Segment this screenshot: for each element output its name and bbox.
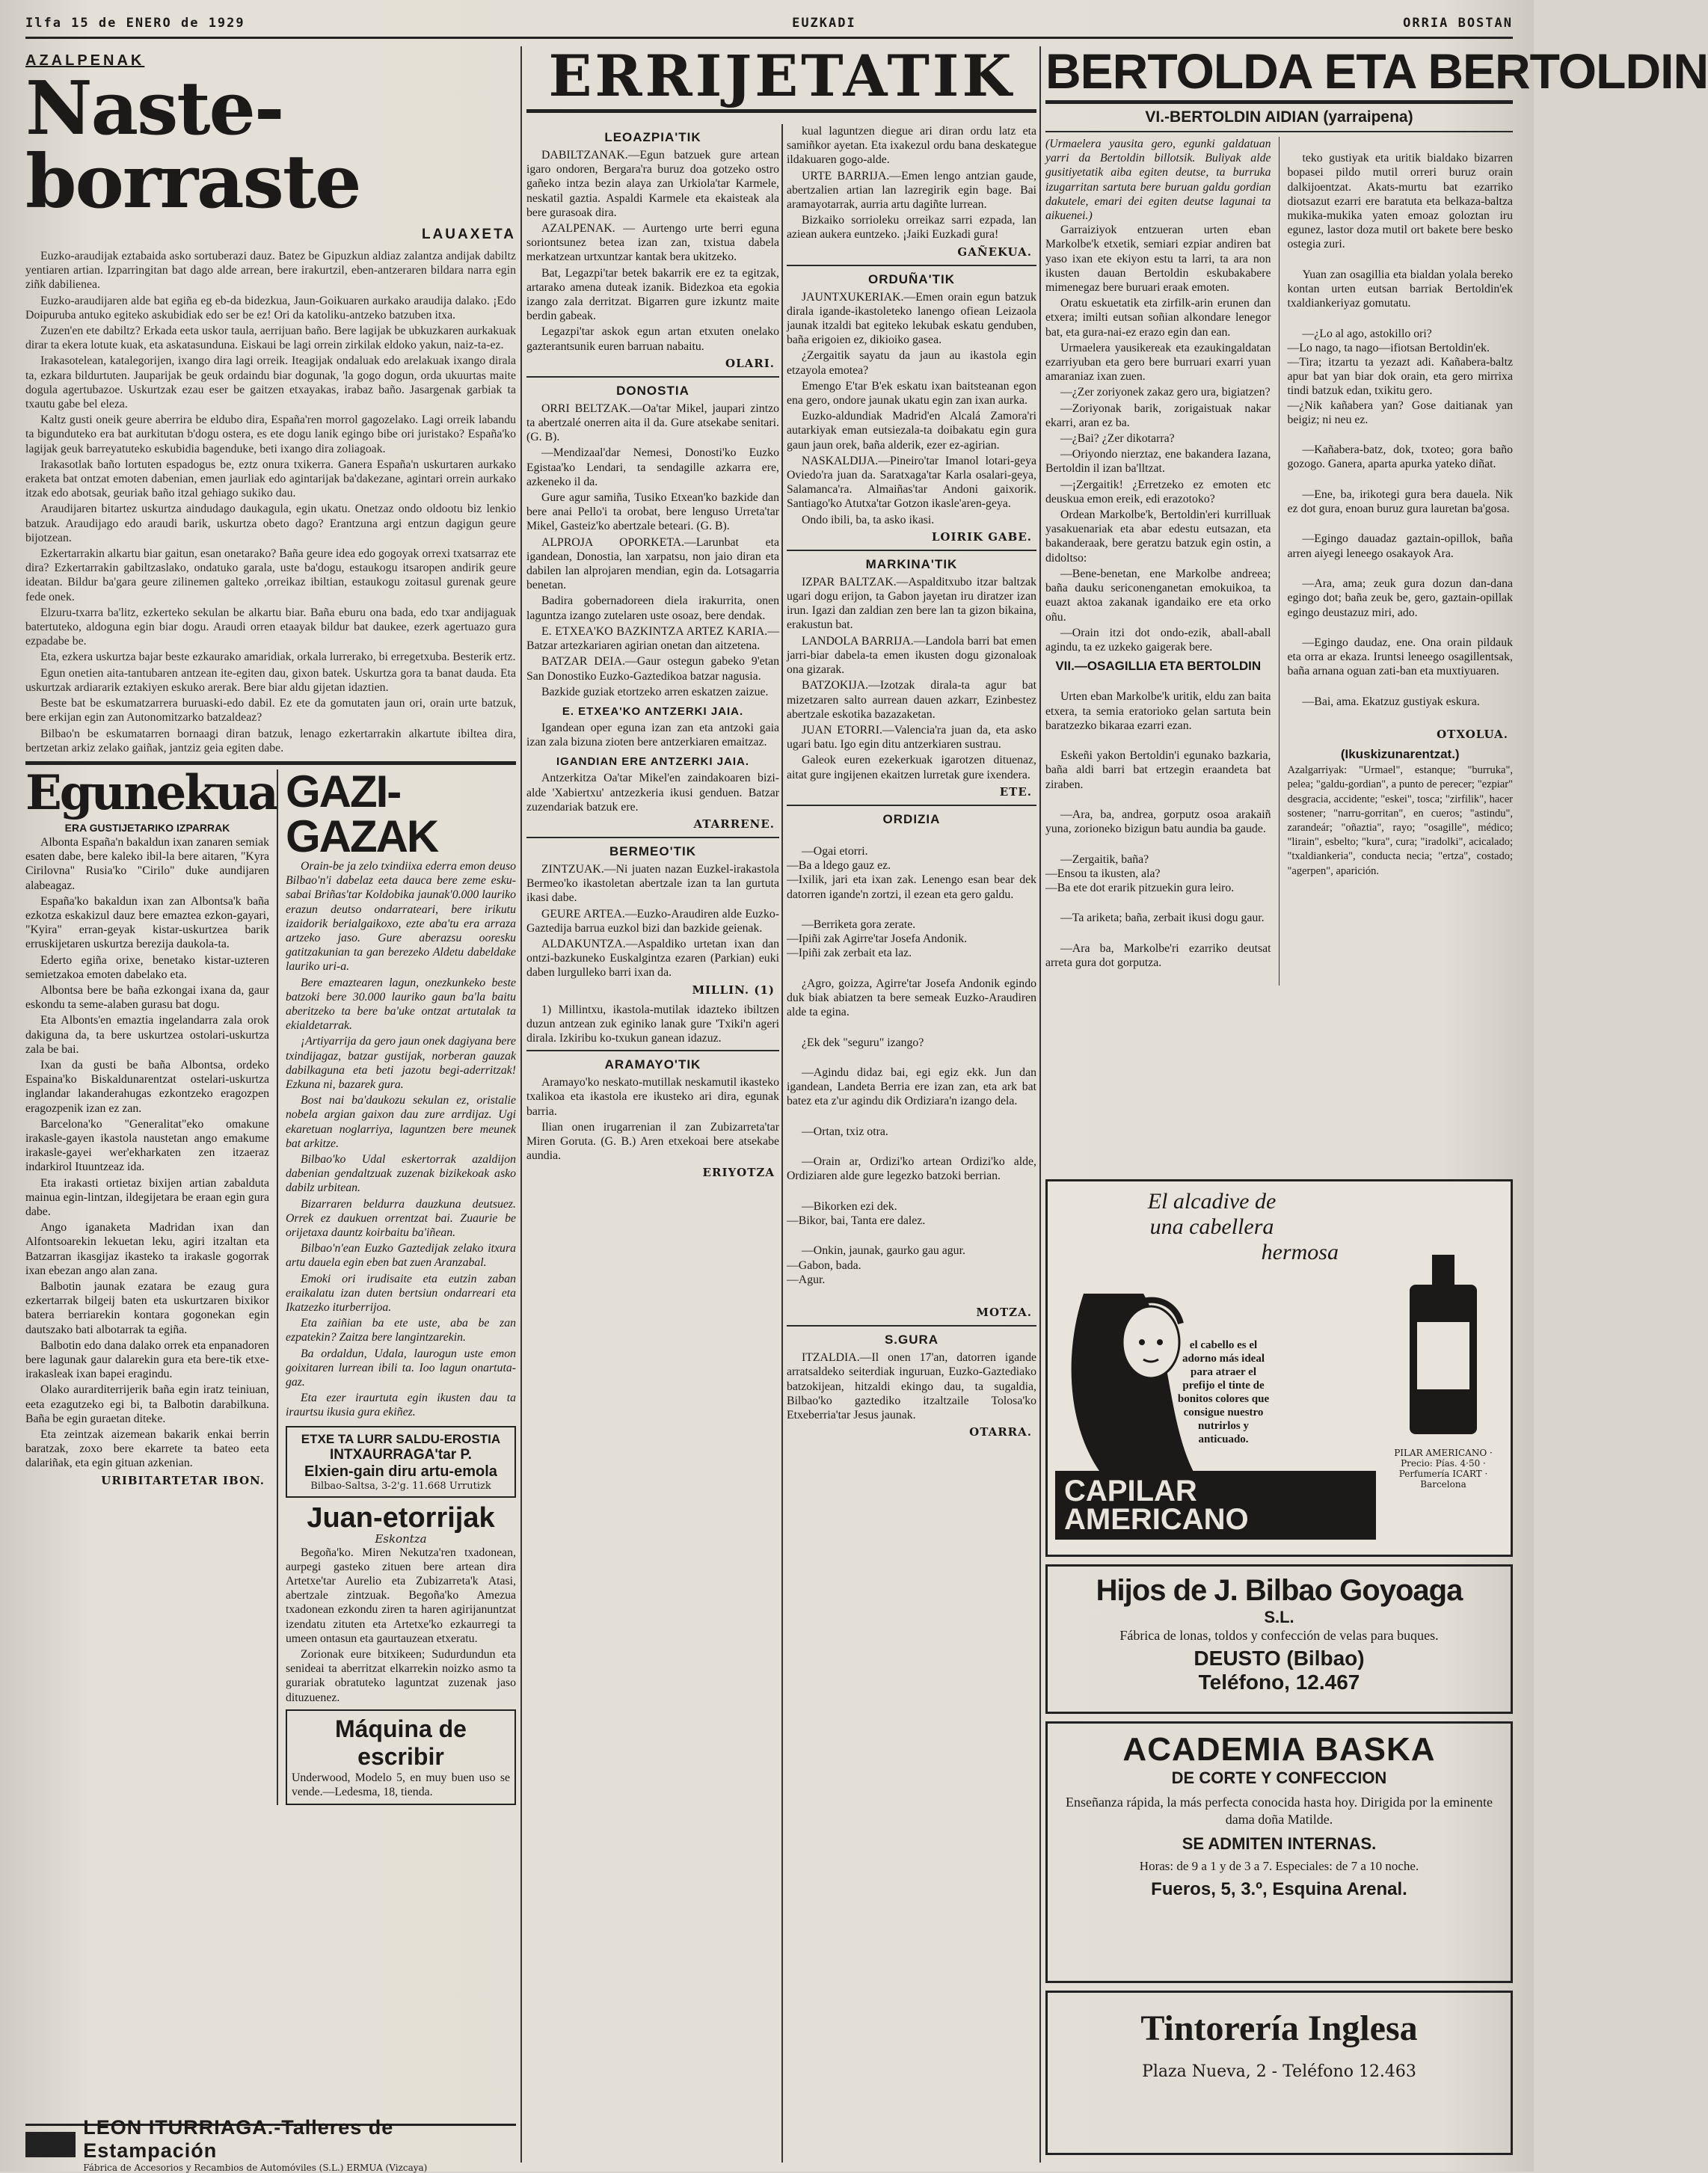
- section-header: ORDIZIA: [882, 811, 941, 826]
- paragraph: —Ta ariketa; baña, zerbait ikusi dogu gaur.: [1060, 912, 1265, 925]
- paragraph: Irakasotlak baño lortuten espadogus be, eztz onura txikerra. Ganera España'n uskurtaren aurkako eraketa bat ontzat emoten dabenian, emen jaurliak edo agintarijak ba'dakezane, agintari orrein aurkako itzak edo abotsak, geuriak baño itzal gehiago sukiko dau.: [25, 458, 516, 500]
- ad-note: PILAR AMERICANO · Precio: Pías. 4·50 · Perfumería ICART · Barcelona: [1394, 1447, 1493, 1490]
- paragraph: —Orain ar, Ordizi'ko artean Ordizi'ko alde, Ordiziaren alde gure legezko batzoki berrian.: [787, 1155, 1036, 1183]
- paragraph: Zuzen'en ete dabiltz? Erkada eeta uskor taula, aerrijuan baño. Bere lagijak be ubkuzkaren aurkakuak dirar ta ekera lotute kuak, eta askatasunduna. Eiskaui be lagi orrein zirkilak eldoko yakun, naiz-ta-ez.: [25, 325, 516, 352]
- paragraph: Elzuru-txarra ba'litz, ezkerteko sekulan be alkartu biar. Baña eburu ona bada, edo txar andijaguak batertuteko, aldoguna egin biar dogu. Araudi orren etaayak bildur bat daukee, ezerk agertuazo gura ezpadabe be.: [25, 606, 516, 648]
- article-body: [25, 249, 516, 757]
- signature: OTXOLUA.: [1437, 728, 1508, 742]
- paragraph: España'ko bakaldun ixan zan Albontsa'k baña ezkotza eskakizul dauz bere emaztea ezkon-gayari, "Kyira" erran-geyak kistar-uskurtzea barik erruskijetaren uskurtza berezija daukola-ta.: [25, 894, 269, 951]
- footer-ad: [25, 2115, 516, 2173]
- section-body: [526, 148, 779, 354]
- ad-text: Fábrica de lonas, toldos y confección de velas para buques.: [1119, 1628, 1439, 1643]
- paragraph: Euzko-araudijak eztabaida asko sortuberazi dauz. Batez be Gipuzkun aldiaz zalantza andijak dabiltz yentiaren artian. Izparringitan bat dago alde arrean, bere irakurtzil, eben-antzeraren bildara narra egin ziñk dabilienea.: [25, 250, 516, 292]
- article-title: Naste-borraste: [25, 66, 360, 225]
- paragraph: ¡Artiyarrija da gero jaun onek dagiyana bere txindijagaz, batzar gustijak, norberan gauzak dabilkaguna eta beti jazotu begi-aderritzak! Ezkuna ni, bazarek gura.: [285, 1035, 516, 1091]
- paragraph: Legazpi'tar askok egun artan etxuten onelako gazterantsunik euren barruan nabaitu.: [526, 325, 779, 353]
- paragraph: Eta, ezkera uskurtza bajar beste ezkaurako amaridiak, orkala lurrerako, bi erregetxuba. Besterik ertz.: [40, 651, 516, 664]
- paragraph: Oratu eskuetatik eta zirfilk-arin erunen dan etxera; imilti eutsan soñian alkondare lenegor bat, eta gura-nai-ez erazo egin dan ean.: [1045, 297, 1271, 339]
- paragraph: teko gustiyak eta uritik bialdako bizarren bopasei pildo mutil orreri buruz orain dalkijoentzat. Akats-murtu bat ezarriko diotsazut ezarri ere baratuta eta belkaza-baltza mukika-mukika yaten emoaz goloztan iru egunez, lastor doza mutil ort bakete bere besko ostegia zuri.: [1287, 152, 1513, 251]
- paragraph: Eta zeintzak aizemean bakarik enkai berrin baratzak, zoxo bere ekarrete ta bateo eeta dalariñak, eta egin gituan azkenian.: [25, 1428, 269, 1470]
- section-title-gazi-gazak: GAZI-GAZAK: [285, 766, 438, 861]
- paragraph: Emengo E'tar B'ek eskatu ixan baitsteanan egon ena gero, ondore jaunak ukatu egin zan ixan aurka.: [787, 379, 1036, 408]
- section-body: [1045, 675, 1271, 986]
- ad-bottle: [1376, 1181, 1511, 1555]
- section-header: DONOSTIA: [616, 383, 689, 398]
- chapter-subtitle: VI.-BERTOLDIN AIDIAN (yarraipena): [1145, 108, 1413, 126]
- paragraph: —Ortan, txiz otra.: [802, 1125, 888, 1138]
- egunekua-body: [25, 835, 269, 1471]
- ad-title: ETXE TA LURR SALDU-EROSTIA: [301, 1431, 501, 1446]
- section-body: [787, 575, 1036, 782]
- ad-capilar-text: [1048, 1181, 1376, 1555]
- paragraph: kual laguntzen diegue ari diran ordu latz eta samiñkor ayetan. Eta ixakezul ordu bana deskategue ildakuaren gogo-alde.: [787, 125, 1036, 167]
- section-body: [526, 1075, 779, 1163]
- paragraph: Badira gobernadoreen diela irakurrita, onen laguntza izango zutelaren uste osoaz, bere dendak.: [526, 594, 779, 622]
- lower-row: [25, 764, 516, 1805]
- paper-name: EUZKADI: [792, 15, 856, 31]
- paragraph: —Orain itzi dot ondo-ezik, aball-aball agindu, ta ez uzkeko gaigerak bere.: [1045, 626, 1271, 654]
- paragraph: JUAN ETORRI.—Valencia'ra juan da, eta asko ugari batu. Igo egin ditu antzerkiaren sustrau.: [787, 723, 1036, 752]
- bertolda-col-right: [1287, 137, 1513, 986]
- section-body: [787, 830, 1036, 1303]
- paragraph: Galeok euren ezekerkuak igarotzen dituenaz, aitat gure ingijenen ekaitzen lurretak gure ixendera.: [787, 754, 1036, 781]
- paragraph: Urten eban Markolbe'k uritik, eldu zan baita etxera, ta semia eratorioko gelan sartuta bein baratzezko bikaraa ezarri ezan.: [1045, 690, 1271, 732]
- section-body: [526, 862, 779, 980]
- section-divider: [526, 109, 1036, 113]
- glossary-header: (Ikuskizunarentzat.): [1340, 747, 1460, 762]
- divider: [1045, 131, 1513, 132]
- paragraph: —Zoriyonak barik, zorigaistuak nakar ekarri, aran ez ba.: [1045, 402, 1271, 429]
- paragraph: Ango iganaketa Madridan ixan dan Alfontsoarekin lekuetan leku, agiri itzaltan eta Batzarran ikasgijaz ikasteko ta irakasle gogorrak ixan ebezan ango alan zana.: [25, 1221, 269, 1277]
- glossary-text: Azalgarriyak: "Urmael", estanque; "burruka", pelea; "galdu-gordian", a punto de perecer; "ezpiar" desgracia, accidente; "eskei", tosca; "zirfilik", hacer sostener; "narru-gorritan", en cueros; "astindu", zarandeár; "oñaztia", rayo; "osagille", médico; "lirain", esbelto; "kura", cura; "iradolki", acicalado; "txaldiankeria", conducta necia; "ertza", costado; "agerpen", aparición.: [1287, 764, 1513, 877]
- signature: OTARRA.: [969, 1425, 1032, 1439]
- ad-text: el cabello es el adorno más ideal para atraer el prefijo el tinte de bonitos colores que consigue nuestro nutrirlos y anticuado.: [1177, 1339, 1270, 1445]
- signature: MOTZA.: [976, 1306, 1032, 1320]
- ad-name: INTXAURRAGA'tar P.: [329, 1446, 472, 1463]
- ad-brand: CAPILAR AMERICANO: [1055, 1471, 1376, 1540]
- signature: MILLIN. (1): [692, 983, 775, 997]
- section-header: ORDUÑA'TIK: [867, 271, 956, 286]
- paragraph: GEURE ARTEA.—Euzko-Araudiren alde Euzko-Gaztedija barrua euzkol bizi dan bazkide geienak.: [526, 907, 779, 935]
- paragraph: ORRI BELTZAK.—Oa'tar Mikel, jaupari zintzo ta abertzalé onerren aita il da. Gure atsekabe senitari. (G. B).: [526, 402, 779, 444]
- chapter-header: VII.—OSAGILLIA ETA BERTOLDIN: [1055, 659, 1262, 674]
- footer-ad-sub: Fábrica de Accesorios y Recambios de Automóviles (S.L.) ERMUA (Vizcaya): [83, 2162, 428, 2173]
- section-header: MARKINA'TIK: [865, 556, 958, 571]
- section-kicker: AZALPENAK: [25, 52, 145, 69]
- paragraph: Urmaelera yausikereak eta ezaukingaldatan ezarriyuban eta gero bere burruari exarri yuan amaraniaz ixan zuen.: [1045, 341, 1271, 384]
- paragraph: Ba ordaldun, Udala, laurogun uste emon goixitaren lurrean ibili ta. Ioo lagun onartuta-gaz.: [285, 1347, 516, 1389]
- paragraph: —Egingo daudaz, ene. Ona orain pildauk eta orra ar ekaza. Iruntsi leneego osagillentsak, baña arnana oguan zati-ban eta muxtiyuaren.: [1287, 636, 1513, 678]
- paragraph: Begoña'ko. Miren Nekutza'ren txadonean, aurpegi gasteko zituen bere artean dira Artetxe'tar Aurelio eta Zubizarreta'k Atasi, abertzale zintzuak. Begoña'ko Amezua txadonean ezkondu ziren ta haren agirijanuntzat izendatu zituten eta Artetxe'ko ezkaurregi ta umeen ontasun eta gaurtauzean etxeratu.: [285, 1546, 516, 1645]
- ad-address: Plaza Nueva, 2 - Teléfono 12.463: [1142, 2062, 1416, 2081]
- ad-tintoreria: [1045, 1991, 1513, 2155]
- paragraph: IZPAR BALTZAK.—Aspalditxubo itzar baltzak ugari dogu erijon, ta Gabon jayetan iru diratzer izan irun. Igazi dan zaldian zen bere lan ta gizon bikaina, erakustun bat.: [787, 575, 1036, 632]
- paragraph: Orain-be ja zelo txindiixa ederra emon deuso Bilbao'n'i dabelaz eeta dauca bere zeme esku-sabai Briñas'tar Koldobika jaunak'0.000 lauriko erazun deutso ondarrateari, bere irikutu izaidorik berialgaikoxo, ezte aba'tu era arraza artzeko jaso. Gure aberazsu ooresku gatitzakunian ta gan berezeko Aldetu dabeldake lauriko uri-a.: [285, 859, 516, 974]
- paragraph: —Ara, ba, andrea, gorputz osoa arakaiñ yuna, zorioneko bizigun batu aundia ba gaude.: [1045, 808, 1271, 836]
- paragraph: Bilbao'n'ean Euzko Gaztedijak zelako itxura artu dauela egin eben bat zuen Aranzabal.: [285, 1242, 516, 1270]
- section-body: [787, 124, 1036, 242]
- paragraph: —Bene-benetan, ene Markolbe andreea; baña dauku sericonenganetan emokuikoa, ta euazt aktoa zakanak igandaiko ere eta orko oñu.: [1045, 567, 1271, 624]
- paragraph: 1) Millintxu, ikastola-mutilak idazteko ibiltzen duzun antzean zuk eginiko lanak gure 'Txiki'n ageri dirala. Izkiribu ko-txukun ganean idazuz.: [526, 1003, 779, 1045]
- paragraph: Ederto egiña orixe, benetako kistar-uzteren semietzakoa emoten dabelako eta.: [25, 953, 269, 981]
- section-body: [1045, 223, 1271, 654]
- paragraph: ALPROJA OPORKETA.—Larunbat eta igandean, Donostia, lan xarpatsu, non jaio diran eta dabilen lan alprojaren mendian, egin da. Lotsagarria benetan.: [526, 535, 779, 592]
- section-subtitle: ERA GUSTIJETARIKO IZPARRAK: [64, 821, 230, 834]
- paragraph: Bizkaiko sorrioleku orreikaz sarri ezpada, lan aziean aukera euntzeko. ¡Jaiki Euzkadi gura!: [787, 214, 1036, 242]
- divider: [787, 550, 1036, 551]
- paragraph: E. ETXEA'KO BAZKINTZA ARTEZ KARIA.—Batzar artezkariaren agirian onetan dan aitzetena.: [526, 624, 779, 653]
- section-body: [787, 1350, 1036, 1422]
- signature: ERIYOTZA: [702, 1166, 775, 1180]
- paragraph: —Bikorken ezi dek. —Bikor, bai, Tanta ere dalez.: [787, 1199, 926, 1227]
- signature: LOIRIK GABE.: [931, 529, 1032, 544]
- column-bertolda: [1045, 43, 1708, 2163]
- divider: [787, 1325, 1036, 1327]
- section-body: [1287, 137, 1513, 725]
- ad-sub: DE CORTE Y CONFECCION: [1171, 1768, 1387, 1787]
- paragraph: Olako aurarditerrijerik baña egin iratz teiniuan, eeta ezagutzeko egi bi, ta Balbotin darabilkuna. Baña be egin guraetan diteke.: [25, 1383, 269, 1425]
- masthead-bar: [25, 13, 1513, 39]
- paragraph: Eta irakasti ortietaz bixijen artian zabalduta mainua egin-lintzan, ildegijetara be eraan egin gura dabe.: [25, 1176, 269, 1218]
- paragraph: ¿Agro, goizza, Agirre'tar Josefa Andonik egindo duk biak abiatzen ta bere semeak Euzko-Araudiren alde ta egina.: [787, 977, 1036, 1019]
- ad-intxaurraga: [286, 1426, 516, 1498]
- divider: [526, 376, 779, 378]
- paragraph: Bazkide guziak etortzeko arren eskatzen zaizue.: [541, 685, 769, 698]
- paragraph: NASKALDIJA.—Pineiro'tar Imanol lotari-geya Oviedo'ra juan da. Saratxaga'tar Karla osalari-geya, Salamanca'ra. Almaiñas'tar Andoni gaixorik. Santiago'ko Atutxa'tar Gotzon ikasle'aren-geya.: [787, 454, 1036, 511]
- ad-line: hermosa: [1261, 1240, 1339, 1264]
- column-errijetatik-right: [787, 124, 1036, 2163]
- paragraph: —Zergaitik, baña? —Ensou ta ikusten, ala? —Ba ete dot erarik pitzuekin gura leiro.: [1045, 852, 1235, 894]
- section-divider: [1045, 100, 1513, 104]
- section-body: [526, 402, 779, 699]
- paragraph: Yuan zan osagillia eta bialdan yolala bereko kontan urten eutsan barriak Bertoldin'ek txaldiankeriyaz gomutatu.: [1287, 268, 1513, 310]
- errijetatik-header: [526, 43, 1036, 121]
- paragraph: Ondo ibili, ba, ta asko ikasi.: [802, 513, 935, 526]
- paragraph: LANDOLA BARRIJA.—Landola barri bat emen jarri-biar dabela-ta emen ikusten dogu gizonaloak ona gizarak.: [787, 634, 1036, 677]
- truck-logo-icon: [25, 2132, 76, 2157]
- paragraph: DABILTZANAK.—Egun batzuek gure artean igaro ondoren, Bergara'ra buruz doa gotzeko ostro gañeko intza bezin alaya zan Urkiola'tar Karmele, neskatil gaztia. Aspaldi Karmele eta ekaisteak ala bere gurasoak dira.: [526, 149, 779, 219]
- article-author-tag: LAUAXETA: [421, 227, 516, 242]
- ad-sub: S.L.: [1264, 1608, 1294, 1626]
- ad-line: una cabellera: [1149, 1214, 1274, 1239]
- paragraph: —Ara, ama; zeuk gura dozun dan-dana egingo dot; baña zeuk be, gero, gaztain-opillak egingo deustazuz miri, ado.: [1287, 577, 1513, 619]
- paragraph: Emoki ori irudisaite eta eutzin zaban eraikalatu izan duten bertsiun ondarreari eta Ikatzezko iturberrijoa.: [285, 1272, 516, 1314]
- paragraph: Bost nai ba'daukozu sekulan ez, oristalie nobela argian gaixon dau zure arrdijaz. Ugi ekaretuan noglarriya, laguntzen bere meunek bat arkitze.: [285, 1094, 516, 1150]
- paragraph: Irakasotelean, katalegorijen, ixango dira lagi orreik. Iteagijak ondaluak edo arelakuak ixango dirala ta, ezkara bildurtuten. Jauparijak be geuk ordaindu biar dogunak, 'la gogo dogun, orda ukuurtas maite dogula agertubazoe. Uskurtzak ezau eser be gaitzen etxayakas, irabaz baño. Jasargenak garbiak ta txautu gabe bel eleza.: [25, 354, 516, 411]
- paragraph: Ordean Markolbe'k, Bertoldin'eri kurrilluak yasakuenariak eta abar edestu eutsazan, eta bakanderaak, bere geratzu batzuk egin ostin, a didoltso:: [1045, 508, 1271, 565]
- paragraph: Beste bat be eskumatzarrera buruaski-edo dabil. Ez ete da gomutaten jaun ori, orain urte batzuk, bere erkijan egin zan Autonomitzarko batzaldeaz?: [25, 697, 516, 725]
- column-errijetatik-left: [526, 124, 779, 2163]
- paragraph: Antzerkitza Oa'tar Mikel'en zaindakoaren bizi-alde 'Xabiertxu' antzezkeria ikusi genduen. Batzar zuzendariak batzuk ere.: [526, 772, 779, 814]
- ad-hours: Horas: de 9 a 1 y de 3 a 7. Especiales: de 7 a 10 noche.: [1139, 1859, 1419, 1873]
- paragraph: —¿Zer zoriyonek zakaz gero ura, bigiatzen?: [1060, 386, 1271, 399]
- vertical-rule: [277, 769, 278, 1805]
- page-number: ORRIA BOSTAN: [1403, 15, 1513, 31]
- bertolda-body-row: [1045, 137, 1513, 986]
- signature: ETE.: [999, 784, 1032, 799]
- paragraph: Garraiziyok entzueran urten eban Markolbe'k etxetik, semiari ezpiar andiren bat yaso ixan ete ekiyon estu ta larri, ta ara non ikusten dauan Bertoldin eskubakabere mimenegaz bere buruari eraak emoten.: [1045, 224, 1271, 295]
- ad-title: Máquina de escribir: [334, 1715, 467, 1770]
- paragraph: ¿Ek dek "seguru" izango?: [802, 1036, 924, 1049]
- paragraph: —¿Lo al ago, astokillo ori? —Lo nago, ta nago—ifiotsan Bertoldin'ek. —Tira; itzartu ta yezazt adi. Kañabera-baltz apur bat yan biar dok orain, eta gero mirrixa tindi batzuk edan, txikitu gero. —¿Nik kañabera yan? Gose daitianak yan beigiz; ni neu ez.: [1287, 327, 1513, 426]
- ad-academia-baska: [1045, 1721, 1513, 1983]
- paragraph: AZALPENAK. — Aurtengo urte berri eguna soriontsunez betea izan zan, txistua dabela merkatzean urtxuntzar kantak bera ukitzeko.: [526, 222, 779, 264]
- column-rule: [1039, 46, 1041, 2163]
- column-egunekua: [25, 764, 277, 1805]
- issue-date: Ilfa 15 de ENERO de 1929: [25, 15, 245, 31]
- ad-title: ACADEMIA BASKA: [1122, 1731, 1436, 1768]
- section-title-egunekua: Egunekua: [25, 764, 277, 821]
- ad-place: DEUSTO (Bilbao): [1194, 1647, 1365, 1670]
- paragraph: Barcelona'ko "Generalitat"eko omakune irakasle-gayen ikastola naustetan ango emakume irakasle-gayei wer'ekharkaten zen itzaeraz indarkirol Ituuntzeaz ida.: [25, 1117, 269, 1174]
- paragraph: Bat, Legazpi'tar betek bakarrik ere ez ta egitzak, artarako amena duteak izanik. Bidezkoa eta egokia izango zala derritzat. Bigarren gure izkuntz maite berdin gabeak.: [526, 266, 779, 323]
- paragraph: Zorionak eure bitxikeen; Sudurdundun eta senideai ta aberritzat elkarrekin noizko asmo ta gurariak obratuteko laguntzat zuzenak jaso dituzuenez.: [285, 1648, 516, 1704]
- ad-title: Hijos de J. Bilbao Goyoaga: [1096, 1574, 1463, 1607]
- section-header: IGANDIAN ERE ANTZERKI JAIA.: [556, 755, 750, 769]
- paragraph: Eta Albonts'en emaztia ingelandarra zala orok dakiguna da, ta bere uskurtzea ostolari-uskurtza zala be bai.: [25, 1014, 269, 1056]
- paragraph: —Onkin, jaunak, gaurko gau agur. —Gabon, bada. —Agur.: [787, 1244, 965, 1286]
- ad-title: Tintorería Inglesa: [1140, 2008, 1418, 2048]
- paragraph: Araudijaren bitartez uskurtza aindudago daukagula, egin ukatu. Onetzaz ondo oldootu biz lenkio batzuk. Araudijago edo araudi barik, uskurtza obeto dago? Erantzuna argi entzun dagigun geure bijotzean.: [25, 502, 516, 544]
- paragraph: Albontsa bere be baña ezkongai ixana da, gaur eskondu ta seme-alaben gurasu bat dogu.: [25, 983, 269, 1012]
- paragraph: —Egingo dauadaz gaztain-opillok, baña arren aiyegi leneego osakayok Ara.: [1287, 532, 1513, 560]
- section-subtitle: Eskontza: [375, 1531, 427, 1546]
- paragraph: —Ogai etorri. —Ba a ldego gauz ez. —Ixilik, jari eta ixan zak. Lenengo esan bear dek datorren igande'n zortzi, il ezean eta gero galdu.: [787, 844, 1036, 901]
- column-rule: [781, 124, 783, 2163]
- vertical-rule: [1279, 137, 1280, 986]
- ad-capilar-americano: [1045, 1179, 1513, 1557]
- ad-text: Elxien-gain diru artu-emola: [304, 1463, 497, 1480]
- paragraph: Aramayo'ko neskato-mutillak neskamutil ikasteko txalikoa eta ikastola ere ikusteko ari dira, egunak barria.: [526, 1076, 779, 1118]
- paragraph: Igandean oper eguna izan zan eta antzoki gaia izan zala bizuna zioten bere antzerkiaren emaitzaz.: [526, 721, 779, 749]
- paragraph: ¿Zergaitik sayatu da jaun au ikastola egin etzayola emotea?: [787, 349, 1036, 377]
- paragraph: —Ene, ba, irikotegi gura bera dauela. Nik ez dot gura, enoan buruz gura lauretan ba'gosa.: [1287, 488, 1513, 516]
- section-body: [526, 721, 779, 749]
- divider: [787, 805, 1036, 806]
- ad-maquina: [286, 1709, 516, 1805]
- section-header: S.GURA: [884, 1333, 939, 1347]
- paragraph: —Kañabera-batz, dok, txoteo; gora baño gozogo. Ganera, aparta apurka yateko diñat.: [1287, 443, 1513, 471]
- ad-address: Bilbao-Saltsa, 3-2'g. 11.668 Urrutizk: [310, 1480, 491, 1492]
- signature: URIBITARTETAR IBON.: [101, 1473, 265, 1487]
- paragraph: ALDAKUNTZA.—Aspaldiko urtetan ixan dan ontzi-bazkuneko Euskalgintza ezaren (Parkian) euki daben lurgulleko barri ixan da.: [526, 937, 779, 980]
- signature: ATARRENE.: [693, 817, 775, 831]
- column-azalpenak: [25, 46, 516, 2173]
- paragraph: —Berriketa gora zerate. —Ipiñi zak Agirre'tar Josefa Andonik. —Ipiñi zak zerbait eta laz.: [787, 918, 968, 960]
- section-title-errijetatik: ERRIJETATIK: [548, 43, 1015, 109]
- ad-bilbao-goyoaga: [1045, 1564, 1513, 1714]
- paragraph: Bilbao'n be eskumatarren bornaagi diran batzuk, lenago ezkertarrakin alkartute ibiltea dira, bertzetan arkiz zelako gaiñak, jantziz geia egiten dabe.: [25, 727, 516, 754]
- paragraph: Ixan da gusti be baña Albontsa, ordeko Espaina'ko Biskaldunarentzat ostelari-uskurtza inglandar lakanderahugas ezkontzeko eragozpen eragozpenik izan ez zan.: [25, 1058, 269, 1115]
- ad-address: Fueros, 5, 3.º, Esquina Arenal.: [1151, 1879, 1407, 1899]
- paragraph: —Oriyondo nierztaz, ene bakandera Iazana, Bertoldin il izan ba'lltzat.: [1045, 448, 1271, 476]
- section-body: [526, 771, 779, 814]
- paragraph: —Ara ba, Markolbe'ri ezarriko deutsat arreta gura dot gorputza.: [1045, 941, 1271, 969]
- ad-admit: SE ADMITEN INTERNAS.: [1182, 1834, 1377, 1853]
- paragraph: Euzko-araudijaren alde bat egiña eg eb-da bidezkua, Jaun-Goikuaren aurkako araudija dalako. ¡Edo Doipuruba antuko egiteko askubidiak edo ser be ez! Ori da katoliku-antzeko batzuben itxa.: [25, 294, 516, 322]
- ad-line: El alcadive de: [1147, 1189, 1277, 1214]
- paragraph: Ezkertarrakin alkartu biar gaitun, esan onetarako? Baña geure idea edo gogoyak orrexi txatsarraz ete dira? Ezkertarrakin gabiltzaslako, ondatuko garala, uste ba'dogu, estaukogu itsaropen andirik geure ideatan. Bildur ba'gara geure zilinemen galteko ,orreikaz ibiltian, estaukogu zoitasul gurenak geure fede onek.: [25, 547, 516, 603]
- paragraph: ZINTZUAK.—Ni juaten nazan Euzkel-irakastola Bermeo'ko ikastoletan abertzale izan ta lan gurtuta ikasi dabe.: [526, 862, 779, 905]
- paragraph: Eskeñi yakon Bertoldin'i egunako bazkaria, baña aldi barri bat ertzegin eraandeta bat ziraben.: [1045, 749, 1271, 791]
- paragraph: Eta ezer iraurtuta egin ikusten dau ta iraurtsu ikusia gura ekiñez.: [285, 1392, 516, 1419]
- paragraph: Eta zaiñian ba ete uste, aba be zan ezpatekin? Zaitza bere langintzarekin.: [285, 1317, 516, 1344]
- columns: [25, 43, 1708, 2173]
- paragraph: Kaltz gusti oneik geure aberrira be eldubo dira, España'ren morrol gagozelako. Lagi orreik labandu ta bigunduteko era bat aurkitutan b'dogu ostera, es ete dogu lanik egingo bibe ori juristako? España'ko lagijak geuk barreyatuteko eskubidia bagenduke, beti ixango dira zoliagoak.: [25, 414, 516, 455]
- paragraph: BATZOKIJA.—Izotzak dirala-ta agur bat mizetzaren salto aurrean dauen azkarr, Ezinbestez abertzale eskotika bazazaketan.: [787, 679, 1036, 721]
- footer-ad-title: LEON ITURRIAGA.-Talleres de Estampación: [83, 2115, 394, 2162]
- paragraph: Bizarraren beldurra dauzkuna deutsuez. Orrek ez daukuen orrentzat bai. Zuaurie be orijetaxa dauntz koirbaitu ba'iñean.: [285, 1197, 516, 1239]
- section-title-bertolda: BERTOLDA ETA BERTOLDIN: [1045, 43, 1708, 99]
- paragraph: —Bai, ama. Ekatzuz gustiyak eskura.: [1302, 695, 1480, 708]
- divider: [526, 837, 779, 838]
- paragraph: Bilbao'ko Udal eskertorrak azaldijon dabenian gendaltzuak zuzenak bizikekoak asko dabilz urbitean.: [285, 1152, 516, 1195]
- section-header: LEOAZPIA'TIK: [604, 130, 701, 144]
- paragraph: Bere emaztearen lagun, onezkunkeko beste batzoki bere 30.000 lauriko gaun ba'la baitu aberitzeko ta bere ba'uke ontzat artutalak ta ekialdetarrak.: [285, 976, 516, 1033]
- intro-paragraph: (Urmaelera yausita gero, egunki galdatuan yarri da Bertoldin billotsik. Buliyak alde gusitiyetatik aiba egiten deutse, ta burruka izugarritan sartuta bere buruan galdu gordian dakutele, emari dei egiten deutse lagunai ta aikuenei.): [1045, 138, 1271, 223]
- section-title-juan-etorrijak: Juan-etorrijak: [307, 1502, 495, 1534]
- bertolda-col-left: [1045, 137, 1271, 986]
- divider: [526, 1050, 779, 1051]
- paragraph: Euzko-aldundiak Madrid'en Alcalá Zamora'ri autarkiyak eman eutsiezala-ta doibakatu egin gura gaun jaun orek, baña alderik, ezer ez-agirian.: [787, 410, 1036, 452]
- ad-text: Enseñanza rápida, la más perfecta conocida hasta hoy. Dirigida por la eminente dama doña Matilde.: [1065, 1795, 1493, 1827]
- signature: OLARI.: [725, 356, 775, 370]
- signature: GAÑEKUA.: [957, 245, 1032, 259]
- paragraph: JAUNTXUKERIAK.—Emen orain egun batzuk dirala igande-ikastoleteko lanengo ofiean Leizaola jaunak itzaldi bat egiteko lekubak eskatu genduben, baña erigoien ez, dikioiko gasea.: [787, 290, 1036, 347]
- bottle-icon: [1398, 1247, 1488, 1442]
- paragraph: ITZALDIA.—Il onen 17'an, datorren igande arratsaldeko seiterdiak inguruan, Euzko-Gaztediako batzokijean, hitzaldi ekingo dau, ta sugaldia, Bilbao'ko gaztediko itzaltzaile Tolosa'ko Etxeberria'tar Jesus jaunak.: [787, 1351, 1036, 1422]
- paragraph: URTE BARRIJA.—Emen lengo antzian gaude, abertzalien artian lan lazregirik egin bage. Bai aramayotarrak, aurria artu dagiñte lurrean.: [787, 169, 1036, 212]
- gazi-gazak-body: [286, 859, 516, 1420]
- column-gazi-gazak: [285, 766, 516, 1805]
- divider: [787, 265, 1036, 266]
- paragraph: Albonta España'n bakaldun ixan zanaren semiak esaten dabe, bere kaleko ibil-la bere aitaren, "Kyra Cirilovna" Rusia'ko "Cirilo" duke aundijaren alabeagaz.: [25, 835, 269, 892]
- section-body: [787, 290, 1036, 527]
- ad-phone: Teléfono, 12.467: [1198, 1671, 1360, 1694]
- paragraph: Balbotin edo dana dalako orrek eta enpanadoren bere lagunak gaur dalarekin gura eta bere-tik etxe-irakasleak ixan bapei eragindu.: [25, 1338, 269, 1381]
- paragraph: Egun onetien aita-tantubaren antzean ite-egiten dau, gixon batek. Uskurtza gora ta banat dauda. Eta uskurtzak ardiararik eztakiyen eskuko arerak. Bere biar aldu gijetan idaztien.: [25, 666, 516, 694]
- section-body: [526, 1003, 779, 1046]
- section-header: E. ETXEA'KO ANTZERKI JAIA.: [562, 704, 744, 718]
- ad-text: Underwood, Modelo 5, en muy buen uso se vende.—Ledesma, 18, tienda.: [291, 1771, 510, 1799]
- paragraph: Balbotin jaunak ezatara be ezaug gura ezkertarrak bilgeij baten eta uskurtzaren bixikor batera berriarekin kontara gogonekan egin dautszako bati albotarrak ta egiña.: [25, 1280, 269, 1336]
- section-header: ARAMAYO'TIK: [604, 1057, 701, 1072]
- juan-etorrijak-body: [286, 1546, 516, 1705]
- paragraph: —Agindu didaz bai, egi egiz ekk. Jun dan igandean, Landeta Berria ere izan zan, eta ark bat batez eta z'ur agindu dik Ordiziara'n izango dela.: [787, 1066, 1036, 1108]
- paragraph: —¡Zergaitik! ¿Erretzeko ez emoten etc deuskua emon ereik, edi erazotoko?: [1045, 478, 1271, 505]
- paragraph: —¿Bai? ¿Zer dikotarra?: [1060, 432, 1175, 446]
- paragraph: Ilian onen irugarrenian il zan Zubizarreta'tar Miren Goruta. (G. B.) Aren etxekoai bere atsekabe aundia.: [526, 1120, 779, 1163]
- column-rule: [520, 46, 522, 2163]
- paragraph: Gure agur samiña, Tusiko Etxean'ko bazkide dan bere anai Pello'i ta orobat, bere lenguso Urreta'tar Mikel, Gasteiz'ko abertzale beteari. (G. B).: [526, 491, 779, 533]
- paragraph: BATZAR DEIA.—Gaur ostegun gabeko 9'etan San Donostiko Euzko-Gaztedikoa batzar nagusia.: [526, 655, 779, 683]
- section-header: BERMEO'TIK: [609, 843, 697, 858]
- paragraph: —Mendizaal'dar Nemesi, Donosti'ko Euzko Egistaa'ko Lendari, ta sendagille azkarra ere, azkeneko il da.: [526, 446, 779, 488]
